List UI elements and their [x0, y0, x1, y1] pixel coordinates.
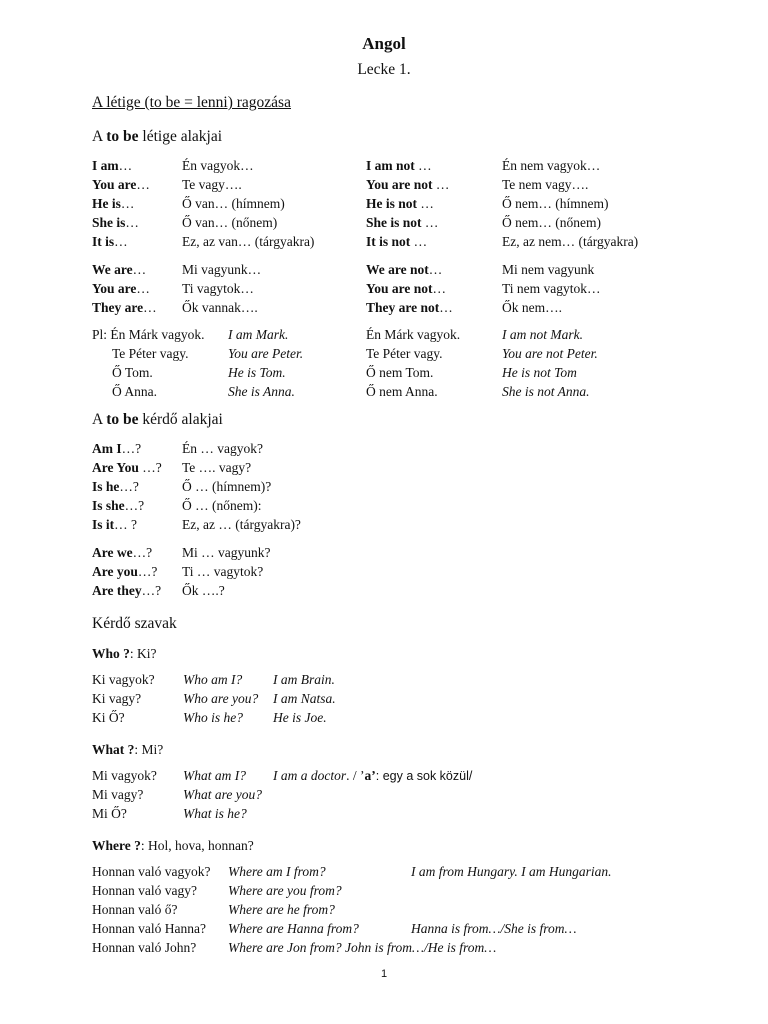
question-form-bold: Are we [92, 545, 133, 560]
where-question: Where are Hanna from? [228, 921, 359, 936]
who-hungarian: Ki Ő? [92, 710, 125, 725]
what-answer [273, 766, 472, 786]
what-note-meaning: : egy a sok közül/ [375, 769, 473, 783]
question-form-bold: Am I [92, 441, 122, 456]
what-question: What am I? [183, 768, 246, 783]
hungarian-negative: Ő nem… (hímnem) [502, 196, 609, 211]
example-hungarian: Te Péter vagy. [112, 346, 189, 361]
what-hungarian: Mi vagyok? [92, 768, 157, 783]
negative-form-bold: We are not [366, 262, 429, 277]
pronoun-form [92, 156, 132, 175]
what-question: What is he? [183, 806, 247, 821]
example-english-negative: I am not Mark. [502, 327, 583, 342]
pronoun-form-tail: … [136, 281, 150, 296]
hungarian-form: Mi vagyunk… [182, 262, 262, 277]
what-examples [92, 766, 592, 823]
negative-form-bold: He is not [366, 196, 418, 211]
question-form-tail: …? [132, 545, 153, 560]
negative-form [366, 194, 434, 213]
what-hungarian: Mi vagy? [92, 787, 144, 802]
question-form [92, 543, 152, 562]
heading-questions: A to be kérdő alakjai [92, 411, 223, 428]
question-form-bold: Is he [92, 479, 120, 494]
hungarian-form: Én vagyok… [182, 158, 254, 173]
who-question: Who am I? [183, 672, 243, 687]
negative-form-tail: … [428, 262, 443, 277]
pronoun-form-tail: … [136, 177, 150, 192]
example-hungarian-negative: Ő nem Anna. [366, 384, 438, 399]
question-form-tail: …? [124, 498, 145, 513]
pronoun-form-tail: … [120, 196, 135, 211]
negative-form-tail: … [432, 177, 450, 192]
question-form [92, 496, 144, 515]
question-form-tail: …? [119, 479, 139, 494]
negative-form-bold: You are not [366, 281, 433, 296]
question-form [92, 458, 162, 477]
question-form [92, 515, 137, 534]
hungarian-negative: Ti nem vagytok… [502, 281, 601, 296]
pronoun-form-tail: … [118, 158, 133, 173]
hungarian-negative: Én nem vagyok… [502, 158, 601, 173]
negative-form-bold: It is not [366, 234, 411, 249]
pronoun-form [92, 279, 150, 298]
lesson-subtitle: Lecke 1. [357, 61, 411, 78]
hungarian-form: Ő van… (nőnem) [182, 215, 278, 230]
negative-form-bold: She is not [366, 215, 422, 230]
where-hungarian: Honnan való vagyok? [92, 864, 211, 879]
negative-form-tail: … [439, 300, 453, 315]
negative-form [366, 156, 432, 175]
what-note-article: a’ [364, 768, 376, 783]
hungarian-form: Ők vannak…. [182, 300, 258, 315]
hungarian-negative: Te nem vagy…. [502, 177, 589, 192]
question-hungarian: Ő … (hímnem)? [182, 479, 272, 494]
who-examples [92, 670, 592, 727]
what-question: What are you? [183, 787, 262, 802]
pronoun-form-tail: … [143, 300, 157, 315]
pronoun-form-bold: We are [92, 262, 133, 277]
question-hungarian: Te …. vagy? [182, 460, 252, 475]
hungarian-form: Ő van… (hímnem) [182, 196, 285, 211]
question-form-bold: Is it [92, 517, 115, 532]
example-hungarian-negative: Ő nem Tom. [366, 365, 434, 380]
question-form-tail: … ? [114, 517, 138, 532]
question-hungarian: Mi … vagyunk? [182, 545, 271, 560]
example-english: She is Anna. [228, 384, 295, 399]
question-form-bold: Are You [92, 460, 139, 475]
pronoun-form-bold: You are [92, 177, 137, 192]
heading-question-words: Kérdő szavak [92, 615, 177, 632]
where-examples [92, 862, 692, 957]
what-note: . / ’ [346, 768, 365, 783]
negative-form-bold: You are not [366, 177, 433, 192]
hungarian-negative: Ők nem…. [502, 300, 562, 315]
pronoun-form [92, 194, 134, 213]
example-hungarian: Pl: Én Márk vagyok. [92, 327, 205, 342]
negative-form [366, 232, 427, 251]
conjugation-block-2 [92, 260, 692, 317]
question-form-bold: Are they [92, 583, 142, 598]
hungarian-form: Ti vagytok… [182, 281, 254, 296]
negative-form-tail: … [410, 234, 428, 249]
question-form [92, 439, 141, 458]
what-answer-text: I am a doctor [273, 768, 347, 783]
what-label: What ?: Mi? [92, 742, 164, 757]
page-title: Angol [362, 34, 406, 53]
where-label: Where ?: Hol, hova, honnan? [92, 838, 254, 853]
negative-form-bold: They are not [366, 300, 440, 315]
question-block-1 [92, 439, 492, 534]
where-question: Where am I from? [228, 864, 326, 879]
pronoun-form [92, 175, 150, 194]
question-form-tail: …? [137, 564, 158, 579]
example-hungarian: Ő Anna. [112, 384, 157, 399]
pronoun-form [92, 232, 128, 251]
question-form-bold: Are you [92, 564, 138, 579]
hungarian-negative: Ő nem… (nőnem) [502, 215, 601, 230]
question-form-bold: Is she [92, 498, 125, 513]
example-hungarian-negative: Én Márk vagyok. [366, 327, 461, 342]
where-hungarian: Honnan való ő? [92, 902, 178, 917]
hungarian-form: Te vagy…. [182, 177, 242, 192]
where-hungarian: Honnan való John? [92, 940, 197, 955]
hungarian-form: Ez, az van… (tárgyakra) [182, 234, 315, 249]
example-english: I am Mark. [228, 327, 289, 342]
section-title: A létige (to be = lenni) ragozása [92, 94, 291, 111]
who-hungarian: Ki vagy? [92, 691, 142, 706]
pronoun-form-tail: … [132, 262, 147, 277]
what-hungarian: Mi Ő? [92, 806, 127, 821]
example-english: You are Peter. [228, 346, 304, 361]
negative-form-bold: I am not [366, 158, 415, 173]
pronoun-form-bold: He is [92, 196, 121, 211]
pronoun-form [92, 298, 157, 317]
question-block-2 [92, 543, 492, 600]
where-answer: I am from Hungary. I am Hungarian. [411, 864, 612, 879]
pronoun-form [92, 213, 139, 232]
conjugation-block-1 [92, 156, 692, 251]
hungarian-negative: Mi nem vagyunk [502, 262, 595, 277]
question-hungarian: Ti … vagytok? [182, 564, 264, 579]
question-hungarian: Ez, az … (tárgyakra)? [182, 517, 301, 532]
pronoun-form-bold: They are [92, 300, 144, 315]
who-answer: I am Natsa. [273, 691, 336, 706]
where-answer: Hanna is from…/She is from… [411, 921, 577, 936]
negative-form-tail: … [432, 281, 447, 296]
who-question: Who is he? [183, 710, 243, 725]
heading-forms: A to be létige alakjai [92, 128, 223, 145]
negative-form [366, 279, 446, 298]
negative-form-tail: … [414, 158, 432, 173]
examples-block [92, 325, 692, 401]
who-label: Who ?: Ki? [92, 646, 157, 661]
hungarian-negative: Ez, az nem… (tárgyakra) [502, 234, 639, 249]
question-hungarian: Ők ….? [182, 583, 225, 598]
question-hungarian: Ő … (nőnem): [182, 498, 262, 513]
where-question: Where are he from? [228, 902, 335, 917]
question-form-tail: …? [141, 583, 162, 598]
where-question: Where are Jon from? John is from…/He is from… [228, 940, 497, 955]
pronoun-form [92, 260, 146, 279]
who-hungarian: Ki vagyok? [92, 672, 155, 687]
question-hungarian: Én … vagyok? [182, 441, 263, 456]
example-hungarian-negative: Te Péter vagy. [366, 346, 443, 361]
negative-form [366, 175, 449, 194]
example-english-negative: She is not Anna. [502, 384, 590, 399]
question-form-tail: …? [121, 441, 142, 456]
page-number: 1 [380, 968, 388, 980]
where-question: Where are you from? [228, 883, 342, 898]
where-hungarian: Honnan való Hanna? [92, 921, 206, 936]
example-english: He is Tom. [228, 365, 286, 380]
pronoun-form-tail: … [114, 234, 128, 249]
negative-form [366, 298, 453, 317]
who-answer: He is Joe. [273, 710, 327, 725]
question-form [92, 562, 157, 581]
example-hungarian: Ő Tom. [112, 365, 153, 380]
who-answer: I am Brain. [273, 672, 335, 687]
where-hungarian: Honnan való vagy? [92, 883, 197, 898]
example-english-negative: He is not Tom [502, 365, 577, 380]
example-english-negative: You are not Peter. [502, 346, 598, 361]
pronoun-form-bold: She is [92, 215, 126, 230]
negative-form [366, 260, 442, 279]
negative-form-tail: … [417, 196, 434, 211]
pronoun-form-bold: I am [92, 158, 119, 173]
negative-form [366, 213, 438, 232]
pronoun-form-bold: You are [92, 281, 137, 296]
who-question: Who are you? [183, 691, 259, 706]
pronoun-form-tail: … [125, 215, 139, 230]
question-form-tail: …? [138, 460, 162, 475]
question-form [92, 581, 161, 600]
question-form [92, 477, 139, 496]
pronoun-form-bold: It is [92, 234, 115, 249]
negative-form-tail: … [421, 215, 439, 230]
